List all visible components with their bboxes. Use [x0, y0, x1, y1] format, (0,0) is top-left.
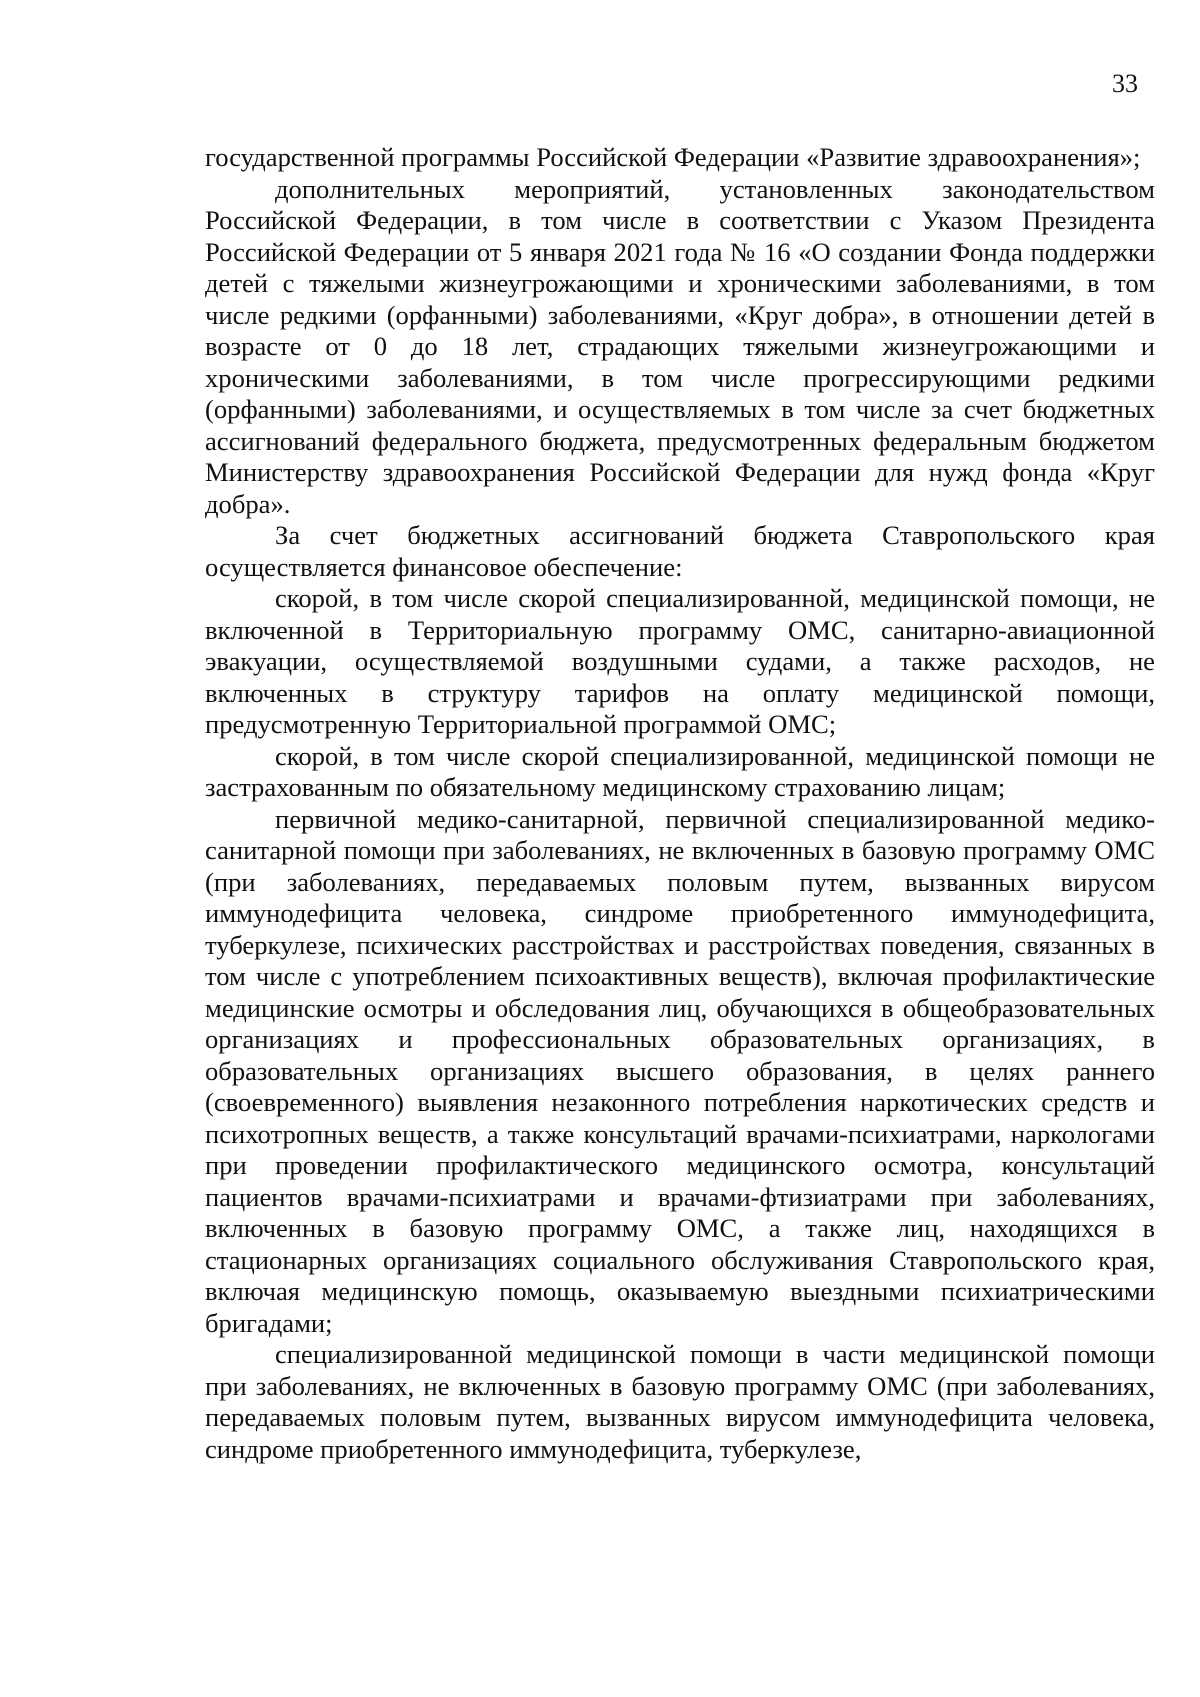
paragraph-continuation: государственной программы Российской Федерации «Развитие здравоохранения»; — [205, 142, 1141, 172]
paragraph-regional-budget: За счет бюджетных ассигнований бюджета Ставропольского края осуществляется финансовое обеспечение: — [205, 520, 1155, 582]
page-number: 33 — [1112, 69, 1138, 98]
paragraph-emergency-uninsured: скорой, в том числе скорой специализированной, медицинской помощи не застрахованным по обязательному медицинскому страхованию лицам; — [205, 740, 1155, 802]
paragraph-specialized-care: специализированной медицинской помощи в части медицинской помощи при заболеваниях, не включенных в базовую программу ОМС (при заболеваниях, передаваемых половым путем, вызванных вирусом иммунодефицита человека, синдроме приобретенного иммунодефицита, туберкулезе, — [205, 1339, 1155, 1464]
paragraph-emergency-care: скорой, в том числе скорой специализированной, медицинской помощи, не включенной в Территориальную программу ОМС, санитарно-авиационной эвакуации, осуществляемой воздушными судами, а также расходов, не включенных в структуру тарифов на оплату медицинской помощи, предусмотренную Территориальной программой ОМС; — [205, 583, 1155, 739]
paragraph-additional-measures: дополнительных мероприятий, установленных законодательством Российской Федерации, в том числе в соответствии с Указом Президента Российской Федерации от 5 января 2021 года № 16 «О создании Фонда поддержки детей с тяжелыми жизнеугрожающими и хроническими заболеваниями, в том числе редкими (орфанными) заболеваниями, «Круг добра», в отношении детей в возрасте от 0 до 18 лет, страдающих тяжелыми жизнеугрожающими и хроническими заболеваниями, в том числе прогрессирующими редкими (орфанными) заболеваниями, и осуществляемых в том числе за счет бюджетных ассигнований федерального бюджета, предусмотренных федеральным бюджетом Министерству здравоохранения Российской Федерации для нужд фонда «Круг добра». — [205, 173, 1155, 519]
document-body — [205, 142, 1155, 1465]
paragraph-primary-care: первичной медико-санитарной, первичной специализированной медико-санитарной помощи при заболеваниях, не включенных в базовую программу ОМС (при заболеваниях, передаваемых половым путем, вызванных вирусом иммунодефицита человека, синдроме приобретенного иммунодефицита, туберкулезе, психических расстройствах и расстройствах поведения, связанных в том числе с употреблением психоактивных веществ), включая профилактические медицинские осмотры и обследования лиц, обучающихся в общеобразовательных организациях и профессиональных образовательных организациях, в образовательных организациях высшего образования, в целях раннего (своевременного) выявления незаконного потребления наркотических средств и психотропных веществ, а также консультаций врачами-психиатрами, наркологами при проведении профилактического медицинского осмотра, консультаций пациентов врачами-психиатрами и врачами-фтизиатрами при заболеваниях, включенных в базовую программу ОМС, а также лиц, находящихся в стационарных организациях социального обслуживания Ставропольского края, включая медицинскую помощь, оказываемую выездными психиатрическими бригадами; — [205, 803, 1155, 1338]
